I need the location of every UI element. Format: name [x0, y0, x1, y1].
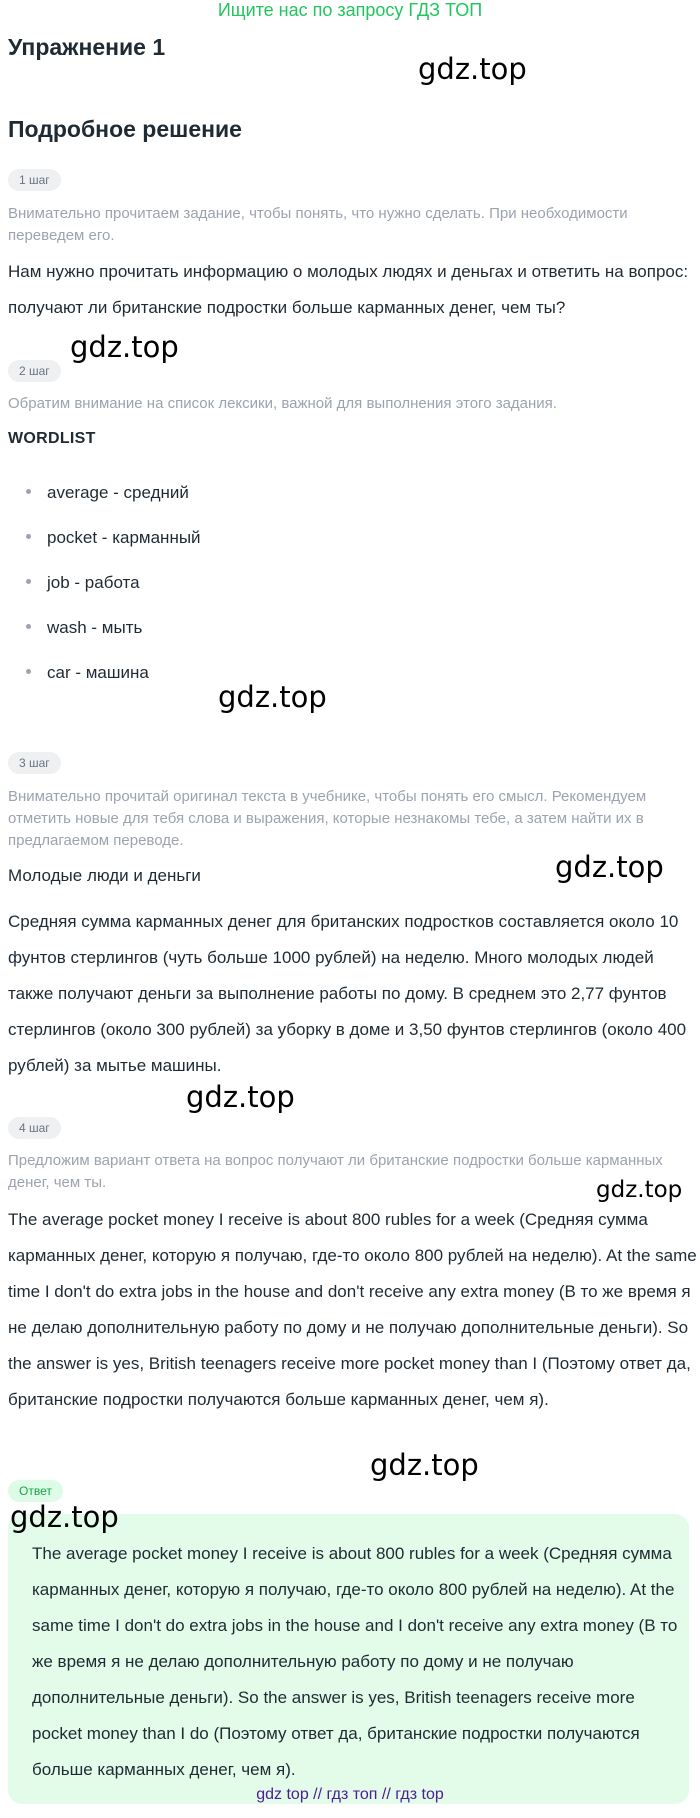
footer-link-gdz-top-ru[interactable]: гдз топ	[326, 1786, 378, 1803]
bullet-icon	[26, 579, 31, 584]
step-4-badge: 4 шаг	[8, 1117, 61, 1139]
step-4-hint: Предложим вариант ответа на вопрос получают ли британские подростки больше карманных денег, чем ты.	[8, 1152, 663, 1191]
step-1-badge: 1 шаг	[8, 169, 61, 191]
step-3-subtitle: Молодые люди и деньги	[8, 866, 201, 885]
bullet-icon	[26, 669, 31, 674]
wordlist-item-text: car - машина	[47, 663, 149, 682]
wordlist-item	[26, 663, 149, 683]
watermark: gdz.top	[218, 680, 327, 714]
watermark: gdz.top	[10, 1500, 119, 1534]
wordlist-item-text: wash - мыть	[47, 618, 143, 637]
wordlist-item-text: average - средний	[47, 483, 189, 502]
step-2-badge: 2 шаг	[8, 360, 61, 382]
wordlist-item-text: job - работа	[47, 573, 140, 592]
solution-title: Подробное решение	[8, 116, 242, 142]
wordlist-item-text: pocket - карманный	[47, 528, 201, 547]
step-2-hint: Обратим внимание на список лексики, важной для выполнения этого задания.	[8, 395, 557, 412]
wordlist-item	[26, 483, 189, 503]
watermark: gdz.top	[370, 1448, 479, 1482]
wordlist-item	[26, 618, 142, 638]
wordlist-item	[26, 528, 201, 548]
step-1-text: Нам нужно прочитать информацию о молодых людях и деньгах и ответить на вопрос: получают ли британские подростки больше карманных денег, чем ты?	[8, 262, 689, 317]
footer-links	[0, 1786, 700, 1804]
watermark: gdz.top	[555, 850, 664, 884]
watermark: gdz.top	[418, 52, 527, 86]
step-4-text: The average pocket money I receive is about 800 rubles for a week (Средняя сумма карманных денег, которую я получаю, где-то около 800 рублей на неделю). At the same time I don't do extra jobs in the house and don't receive any extra money (В то же время я не делаю дополнительную работу по дому и не получаю дополнительные деньги). So the answer is yes, British teenagers receive more pocket money than I (Поэтому ответ да, британские подростки получаются больше карманных денег, чем я).	[8, 1210, 697, 1409]
step-3-text: Средняя сумма карманных денег для британских подростков составляется около 10 фунтов стерлингов (чуть больше 1000 рублей) на неделю. Много молодых людей также получают деньги за выполнение работы по дому. В среднем это 2,77 фунтов стерлингов (около 300 рублей) за уборку в доме и 3,50 фунтов стерлингов (около 400 рублей) за мытье машины.	[8, 912, 687, 1075]
step-3-hint: Внимательно прочитай оригинал текста в учебнике, чтобы понять его смысл. Рекомендуем отметить новые для тебя слова и выражения, которые незнакомы тебе, а затем найти их в предлагаемом переводе.	[8, 788, 647, 849]
watermark: gdz.top	[186, 1080, 295, 1114]
bullet-icon	[26, 624, 31, 629]
answer-badge: Ответ	[8, 1480, 63, 1502]
watermark: gdz.top	[596, 1177, 683, 1203]
footer-link-gdz-top-mixed[interactable]: гдз top	[395, 1786, 444, 1803]
step-1-hint: Внимательно прочитаем задание, чтобы понять, что нужно сделать. При необходимости переведем его.	[8, 205, 628, 244]
answer-text: The average pocket money I receive is about 800 rubles for a week (Средняя сумма карманных денег, которую я получаю, где-то около 800 рублей на неделю). At the same time I don't do extra jobs in the house and I don't receive any extra money (В то же время я не делаю дополнительную работу по дому и не получаю дополнительные деньги). So the answer is yes, British teenagers receive more pocket money than I do (Поэтому ответ да, британские подростки получаются больше карманных денег, чем я).	[32, 1544, 678, 1779]
exercise-title: Упражнение 1	[8, 34, 166, 60]
footer-separator: //	[381, 1786, 391, 1803]
footer-link-gdz-top[interactable]: gdz top	[256, 1786, 309, 1803]
search-banner: Ищите нас по запросу ГДЗ ТОП	[217, 0, 483, 20]
watermark: gdz.top	[70, 330, 179, 364]
bullet-icon	[26, 534, 31, 539]
step-3-badge: 3 шаг	[8, 752, 61, 774]
wordlist-item	[26, 573, 140, 593]
footer-separator: //	[313, 1786, 323, 1803]
wordlist-title: WORDLIST	[8, 430, 96, 447]
bullet-icon	[26, 489, 31, 494]
